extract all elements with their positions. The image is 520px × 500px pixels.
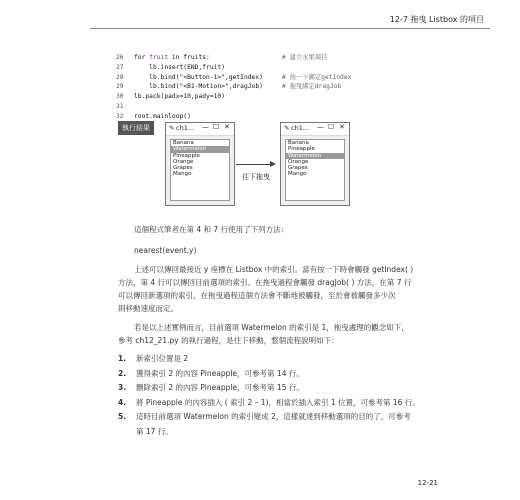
code-text <box>134 93 225 100</box>
listbox[interactable] <box>285 139 345 201</box>
window-titlebar[interactable] <box>281 123 349 136</box>
code-segment: lb.bind("<B1-Motion>",dragJob) <box>134 83 263 91</box>
window-title: ch1... <box>176 124 195 132</box>
line-number: 30 <box>116 93 124 101</box>
step-text: 將 Pineapple 的內容插入 ( 索引 2 – 1)，相當於插入索引 1 位置，可參考第 16 行。 <box>136 397 420 407</box>
line-number: 27 <box>116 63 124 71</box>
code-line <box>116 53 328 63</box>
step-number: 5. <box>118 412 127 422</box>
listbox-item[interactable]: Mango <box>288 171 307 178</box>
step-number: 2. <box>118 368 127 378</box>
feather-icon: ✎ <box>284 124 290 132</box>
window-after <box>280 122 350 206</box>
listbox-item[interactable]: Grapes <box>173 165 193 172</box>
step-number: 1. <box>118 354 127 363</box>
step-item <box>118 425 420 440</box>
feather-icon: ✎ <box>169 124 175 132</box>
maximize-icon[interactable]: ☐ <box>213 123 220 131</box>
code-line <box>116 73 352 83</box>
window-title: ch1... <box>291 124 310 132</box>
step-item <box>118 367 420 382</box>
listbox-item[interactable]: Pineapple <box>173 152 200 159</box>
code-line <box>116 102 263 112</box>
paragraph-line: 方法，第 4 行可以傳回目前選項的索引。在拖曳過程會觸發 dragJob( ) 方法，在第 7 行 <box>118 278 412 287</box>
listbox-item[interactable]: Watermelon <box>286 153 344 159</box>
paragraph-line: 可以傳回新選項的索引，在拖曳過程這個方法會不斷地被觸發，至於會被觸發多少次 <box>118 291 396 300</box>
step-number: 4. <box>118 397 127 407</box>
line-number: 29 <box>116 83 124 91</box>
listbox-item[interactable]: Orange <box>173 158 194 165</box>
listbox-item[interactable]: Pineapple <box>288 146 315 153</box>
code-text <box>134 64 225 71</box>
code-segment: lb.bind("<Button-1>",getIndex) <box>134 73 263 81</box>
code-text <box>134 83 263 90</box>
code-text <box>134 74 263 81</box>
step-item <box>118 396 420 411</box>
code-segment: in fruits: <box>168 54 210 61</box>
code-comment: # 按一下綁定getIndex <box>282 73 352 81</box>
step-text: 這時目前選項 Watermelon 的索引變成 2，這樣就達到移動選項的目的了，可參考 <box>136 412 411 422</box>
step-text: 新索引位置是 2 <box>136 354 189 363</box>
close-icon[interactable]: ✕ <box>339 123 345 131</box>
line-number: 32 <box>116 112 124 120</box>
result-badge: 執行結果 <box>118 121 154 135</box>
listbox-item[interactable]: Banana <box>288 140 309 146</box>
page-header-title: 12-7 拖曳 Listbox 的項目 <box>389 15 484 24</box>
steps-list <box>118 352 420 440</box>
code-line <box>116 92 263 102</box>
code-keyword: fruit <box>149 54 169 61</box>
method-signature: nearest(event.y) <box>134 246 197 255</box>
code-segment: for <box>134 54 150 61</box>
drag-arrow <box>236 164 272 165</box>
step-text: 刪除索引 2 的內容 Pineapple，可參考第 15 行。 <box>136 383 304 393</box>
step-item <box>118 381 420 396</box>
code-segment: root.mainloop() <box>134 112 191 120</box>
paragraph-line: 則移動速度而定。 <box>118 304 178 313</box>
step-item <box>118 352 420 367</box>
listbox[interactable] <box>170 139 230 201</box>
step-text: 獲得索引 2 的內容 Pineapple，可參考第 14 行。 <box>136 368 304 378</box>
paragraph-line: 上述可以傳回最接近 y 座標在 Listbox 中的索引。當有按一下時會觸發 getIndex( ) <box>134 265 414 274</box>
window-titlebar[interactable] <box>166 123 234 136</box>
window-before <box>165 122 235 206</box>
minimize-icon[interactable]: — <box>317 123 324 131</box>
step-text: 第 17 行。 <box>136 426 173 436</box>
header-rule <box>90 28 490 29</box>
listbox-item[interactable]: Banana <box>173 140 194 146</box>
paragraph-intro: 這個程式筆者在第 4 和 7 行使用了下列方法： <box>134 225 289 234</box>
code-segment: lb.pack(padx=10,pady=10) <box>134 93 225 101</box>
minimize-icon[interactable]: — <box>202 123 209 131</box>
paragraph-line: 若是以上述實例而言，目前選項 Watermelon 的索引是 1，拖曳處理的觀念如下， <box>134 323 409 332</box>
step-item <box>118 410 420 425</box>
line-number: 26 <box>116 54 124 61</box>
maximize-icon[interactable]: ☐ <box>328 123 335 131</box>
listbox-item[interactable]: Mango <box>173 171 192 178</box>
code-text <box>134 54 210 61</box>
arrow-label: 往下拖曳 <box>242 173 270 181</box>
paragraph-line: 參考 ch12_21.py 的執行過程，是往下移動，整個流程說明如下： <box>118 336 339 345</box>
arrow-head-icon <box>270 161 276 167</box>
step-number: 3. <box>118 383 127 393</box>
code-comment: # 拖曳綁定dragJob <box>282 83 342 91</box>
page-number: 12-21 <box>417 479 438 487</box>
code-segment: lb.insert(END,fruit) <box>134 63 225 71</box>
listbox-item[interactable]: Grapes <box>288 165 308 172</box>
listbox-item[interactable]: Watermelon <box>171 146 229 152</box>
code-line <box>116 63 263 73</box>
line-number: 31 <box>116 102 124 110</box>
code-line <box>116 82 342 92</box>
listbox-item[interactable]: Orange <box>288 158 309 165</box>
line-number: 28 <box>116 73 124 81</box>
close-icon[interactable]: ✕ <box>224 123 230 131</box>
code-comment: # 建立水果項目 <box>282 54 328 61</box>
code-text <box>134 113 191 120</box>
code-listing <box>116 53 352 122</box>
